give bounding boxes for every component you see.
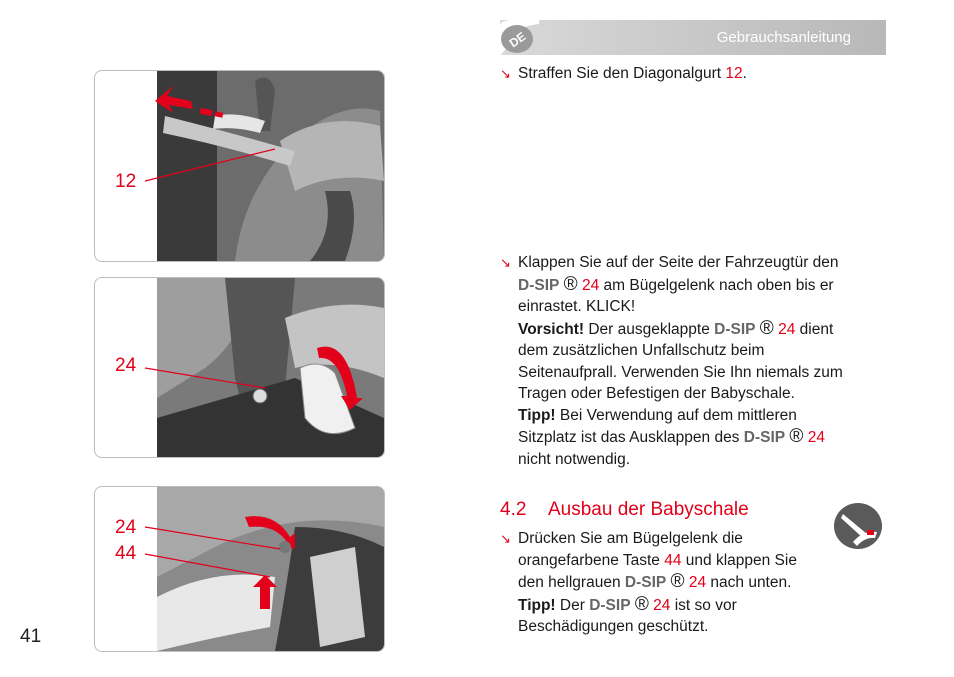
page-number: 41 <box>20 626 42 647</box>
illustration-dsip-down <box>95 487 384 651</box>
figure-dsip-up <box>94 277 385 458</box>
illustration-dsip-up <box>95 278 384 457</box>
ref-24: 24 <box>581 276 600 294</box>
language-badge <box>497 20 539 58</box>
section-heading <box>500 499 749 521</box>
tip-label: Tipp! <box>518 596 556 614</box>
ref-12: 12 <box>725 65 743 82</box>
callout-24: 24 <box>115 355 137 376</box>
step-arrow-icon: ↘ <box>500 255 511 270</box>
header-title: Gebrauchsanleitung <box>716 29 851 46</box>
step-tighten-belt: ↘ Straffen Sie den Diagonalgurt 12. <box>500 63 880 85</box>
caution-label: Vorsicht! <box>518 320 585 338</box>
callout-24-second: 24 <box>115 517 137 538</box>
callout-12: 12 <box>115 171 137 192</box>
section-title: Ausbau der Babyschale <box>548 499 749 520</box>
step-arrow-icon: ↘ <box>500 66 511 81</box>
section-number: 4.2 <box>500 499 527 520</box>
step-dsip-up: ↘ Klappen Sie auf der Seite der Fahrzeugtür den D-SIP ® 24 am Bügelgelenk nach oben bis er einrastet. KLICK! Vorsicht! Der ausgeklappte D-SIP ® 24 dient dem zusätzlichen Unfallschutz beim Seitenaufprall. Verwenden Sie Ihn niemals zum Tragen oder Befestigen der Babyschale. Tipp! Bei Verwendung auf dem mittleren Sitzplatz ist das Ausklappen des D-SIP ® 24 nicht notwendig. <box>500 254 843 468</box>
figure-dsip-down <box>94 486 385 652</box>
illustration-belt <box>95 71 384 261</box>
callout-44: 44 <box>115 543 137 564</box>
carrier-handle-icon <box>833 502 883 550</box>
language-code: DE <box>506 29 529 51</box>
ref-44: 44 <box>664 551 682 569</box>
header-bar <box>500 20 886 55</box>
figure-tighten-belt <box>94 70 385 262</box>
step-dsip-down: ↘ Drücken Sie am Bügelgelenk die orangefarbene Taste 44 und klappen Sie den hellgrauen D-SIP ® 24 nach unten. Tipp! Der D-SIP ® 24 ist so vor Beschädigungen geschützt. <box>500 530 797 635</box>
tip-label: Tipp! <box>518 406 556 424</box>
step-arrow-icon: ↘ <box>500 531 511 546</box>
